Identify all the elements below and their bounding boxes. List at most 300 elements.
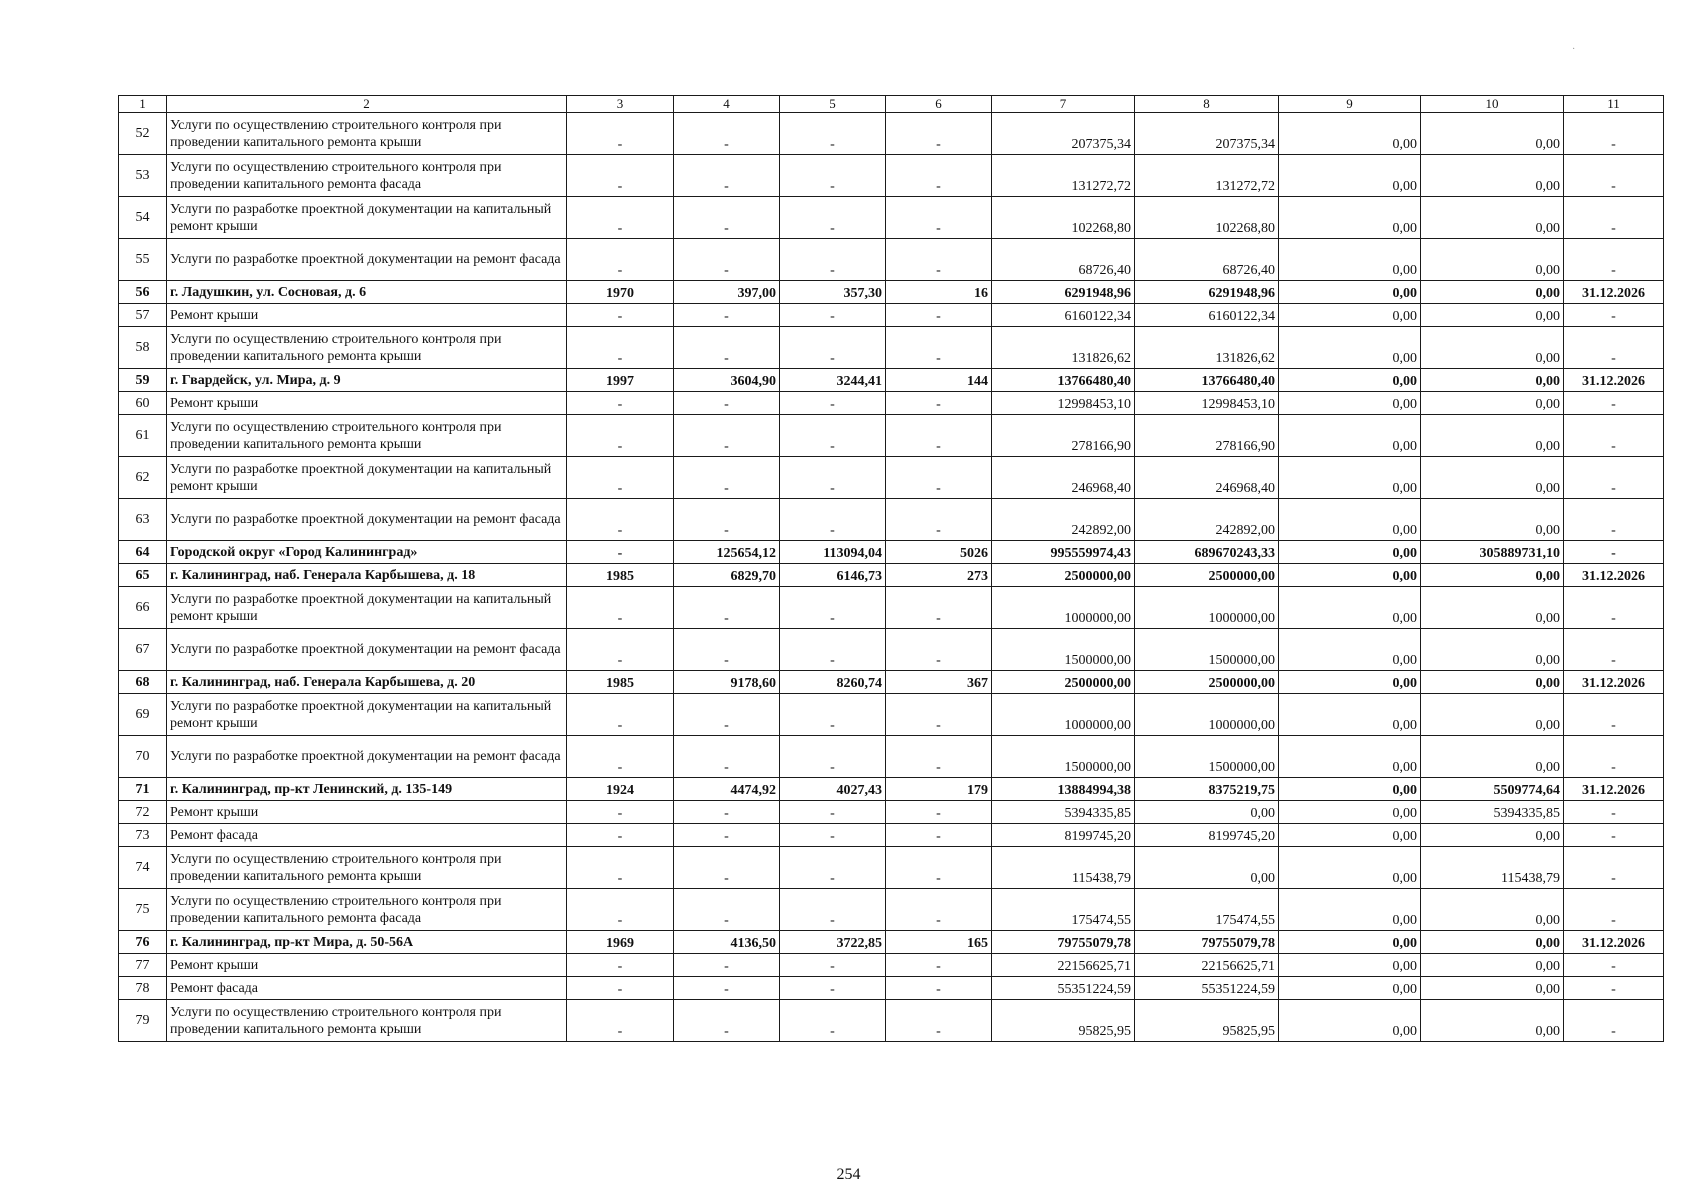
table-row — [119, 304, 1664, 327]
deadline-cell: - — [1564, 629, 1664, 671]
description-cell: Услуги по осуществлению строительного контроля при проведении капитального ремонта крыши — [167, 113, 567, 155]
year-cell: 1924 — [567, 778, 674, 801]
year-cell: 1985 — [567, 671, 674, 694]
col5-cell: - — [780, 155, 886, 197]
col10-cell: 0,00 — [1421, 736, 1564, 778]
header-col-8: 8 — [1135, 96, 1279, 113]
col9-cell: 0,00 — [1279, 824, 1421, 847]
year-cell: - — [567, 587, 674, 629]
deadline-cell: 31.12.2026 — [1564, 671, 1664, 694]
year-cell: - — [567, 499, 674, 541]
col8-cell: 131826,62 — [1135, 327, 1279, 369]
deadline-cell: 31.12.2026 — [1564, 778, 1664, 801]
col5-cell: - — [780, 327, 886, 369]
description-cell: Ремонт крыши — [167, 954, 567, 977]
col6-cell: - — [886, 889, 992, 931]
description-cell: г. Калининград, пр-кт Ленинский, д. 135-149 — [167, 778, 567, 801]
col8-cell: 1500000,00 — [1135, 629, 1279, 671]
col4-cell: - — [674, 694, 780, 736]
page-number: 254 — [836, 1166, 861, 1183]
col8-cell: 1500000,00 — [1135, 736, 1279, 778]
col5-cell: - — [780, 197, 886, 239]
col9-cell: 0,00 — [1279, 281, 1421, 304]
col5-cell: - — [780, 801, 886, 824]
col7-cell: 1500000,00 — [992, 629, 1135, 671]
row-number-cell: 55 — [119, 239, 167, 281]
col8-cell: 68726,40 — [1135, 239, 1279, 281]
col9-cell: 0,00 — [1279, 587, 1421, 629]
year-cell: 1969 — [567, 931, 674, 954]
deadline-cell: 31.12.2026 — [1564, 564, 1664, 587]
col9-cell: 0,00 — [1279, 671, 1421, 694]
col5-cell: - — [780, 694, 886, 736]
table-body — [119, 113, 1664, 1042]
year-cell: - — [567, 415, 674, 457]
document-sheet — [118, 95, 1663, 1042]
row-number-cell: 77 — [119, 954, 167, 977]
deadline-cell: 31.12.2026 — [1564, 369, 1664, 392]
col5-cell: - — [780, 587, 886, 629]
table-row — [119, 457, 1664, 499]
col9-cell: 0,00 — [1279, 778, 1421, 801]
col9-cell: 0,00 — [1279, 694, 1421, 736]
col6-cell: - — [886, 801, 992, 824]
description-cell: Услуги по осуществлению строительного контроля при проведении капитального ремонта крыши — [167, 415, 567, 457]
col7-cell: 115438,79 — [992, 847, 1135, 889]
col4-cell: - — [674, 415, 780, 457]
col6-cell: - — [886, 977, 992, 1000]
year-cell: 1997 — [567, 369, 674, 392]
col9-cell: 0,00 — [1279, 113, 1421, 155]
year-cell: - — [567, 327, 674, 369]
col10-cell: 0,00 — [1421, 197, 1564, 239]
col4-cell: - — [674, 327, 780, 369]
col10-cell: 0,00 — [1421, 694, 1564, 736]
col4-cell: - — [674, 239, 780, 281]
col10-cell: 0,00 — [1421, 369, 1564, 392]
col7-cell: 1000000,00 — [992, 587, 1135, 629]
col9-cell: 0,00 — [1279, 629, 1421, 671]
table-row-address — [119, 281, 1664, 304]
row-number-cell: 75 — [119, 889, 167, 931]
year-cell: - — [567, 801, 674, 824]
col5-cell: - — [780, 113, 886, 155]
col7-cell: 2500000,00 — [992, 671, 1135, 694]
description-cell: Услуги по разработке проектной документации на капитальный ремонт крыши — [167, 457, 567, 499]
table-row-address — [119, 671, 1664, 694]
col4-cell: - — [674, 392, 780, 415]
deadline-cell: - — [1564, 499, 1664, 541]
col7-cell: 95825,95 — [992, 1000, 1135, 1042]
col6-cell: - — [886, 736, 992, 778]
table-row — [119, 392, 1664, 415]
col9-cell: 0,00 — [1279, 801, 1421, 824]
col10-cell: 0,00 — [1421, 457, 1564, 499]
col7-cell: 278166,90 — [992, 415, 1135, 457]
col4-cell: - — [674, 113, 780, 155]
col10-cell: 0,00 — [1421, 239, 1564, 281]
table-row-address — [119, 778, 1664, 801]
col7-cell: 131272,72 — [992, 155, 1135, 197]
col4-cell: - — [674, 587, 780, 629]
col7-cell: 8199745,20 — [992, 824, 1135, 847]
col4-cell: - — [674, 1000, 780, 1042]
col6-cell: - — [886, 847, 992, 889]
col8-cell: 79755079,78 — [1135, 931, 1279, 954]
col7-cell: 102268,80 — [992, 197, 1135, 239]
col10-cell: 0,00 — [1421, 671, 1564, 694]
col4-cell: - — [674, 824, 780, 847]
col9-cell: 0,00 — [1279, 304, 1421, 327]
col4-cell: - — [674, 457, 780, 499]
year-cell: - — [567, 736, 674, 778]
col6-cell: - — [886, 954, 992, 977]
col4-cell: - — [674, 155, 780, 197]
table-row — [119, 499, 1664, 541]
col4-cell: 125654,12 — [674, 541, 780, 564]
deadline-cell: - — [1564, 977, 1664, 1000]
deadline-cell: - — [1564, 889, 1664, 931]
table-row — [119, 415, 1664, 457]
row-number-cell: 65 — [119, 564, 167, 587]
description-cell: Услуги по разработке проектной документации на капитальный ремонт крыши — [167, 587, 567, 629]
col10-cell: 0,00 — [1421, 1000, 1564, 1042]
col9-cell: 0,00 — [1279, 369, 1421, 392]
header-col-2: 2 — [167, 96, 567, 113]
col8-cell: 6291948,96 — [1135, 281, 1279, 304]
description-cell: Ремонт крыши — [167, 304, 567, 327]
description-cell: г. Ладушкин, ул. Сосновая, д. 6 — [167, 281, 567, 304]
col8-cell: 207375,34 — [1135, 113, 1279, 155]
col5-cell: - — [780, 824, 886, 847]
col5-cell: 113094,04 — [780, 541, 886, 564]
col8-cell: 2500000,00 — [1135, 564, 1279, 587]
col7-cell: 207375,34 — [992, 113, 1135, 155]
deadline-cell: - — [1564, 801, 1664, 824]
table-row — [119, 629, 1664, 671]
header-col-3: 3 — [567, 96, 674, 113]
col9-cell: 0,00 — [1279, 954, 1421, 977]
col8-cell: 242892,00 — [1135, 499, 1279, 541]
col5-cell: 6146,73 — [780, 564, 886, 587]
col9-cell: 0,00 — [1279, 197, 1421, 239]
description-cell: Услуги по осуществлению строительного контроля при проведении капитального ремонта крыши — [167, 847, 567, 889]
col9-cell: 0,00 — [1279, 327, 1421, 369]
col5-cell: - — [780, 954, 886, 977]
col6-cell: - — [886, 239, 992, 281]
col5-cell: - — [780, 415, 886, 457]
col9-cell: 0,00 — [1279, 155, 1421, 197]
col9-cell: 0,00 — [1279, 392, 1421, 415]
table-row — [119, 155, 1664, 197]
description-cell: Городской округ «Город Калининград» — [167, 541, 567, 564]
deadline-cell: - — [1564, 587, 1664, 629]
col5-cell: - — [780, 1000, 886, 1042]
row-number-cell: 79 — [119, 1000, 167, 1042]
col5-cell: - — [780, 629, 886, 671]
row-number-cell: 60 — [119, 392, 167, 415]
table-row-address — [119, 369, 1664, 392]
col6-cell: 144 — [886, 369, 992, 392]
capital-repair-table — [118, 95, 1664, 1042]
deadline-cell: - — [1564, 304, 1664, 327]
row-number-cell: 73 — [119, 824, 167, 847]
col10-cell: 0,00 — [1421, 304, 1564, 327]
col9-cell: 0,00 — [1279, 499, 1421, 541]
col5-cell: - — [780, 889, 886, 931]
row-number-cell: 57 — [119, 304, 167, 327]
deadline-cell: 31.12.2026 — [1564, 931, 1664, 954]
row-number-cell: 63 — [119, 499, 167, 541]
col10-cell: 0,00 — [1421, 113, 1564, 155]
col7-cell: 2500000,00 — [992, 564, 1135, 587]
header-col-11: 11 — [1564, 96, 1664, 113]
col10-cell: 305889731,10 — [1421, 541, 1564, 564]
header-col-1: 1 — [119, 96, 167, 113]
deadline-cell: - — [1564, 392, 1664, 415]
col10-cell: 0,00 — [1421, 564, 1564, 587]
col8-cell: 0,00 — [1135, 847, 1279, 889]
description-cell: Ремонт фасада — [167, 824, 567, 847]
col10-cell: 0,00 — [1421, 889, 1564, 931]
col6-cell: - — [886, 587, 992, 629]
description-cell: Услуги по осуществлению строительного контроля при проведении капитального ремонта крыши — [167, 1000, 567, 1042]
table-row — [119, 694, 1664, 736]
col6-cell: - — [886, 824, 992, 847]
deadline-cell: - — [1564, 824, 1664, 847]
table-row-address — [119, 931, 1664, 954]
year-cell: - — [567, 155, 674, 197]
table-row — [119, 889, 1664, 931]
col5-cell: - — [780, 392, 886, 415]
column-number-header-row — [119, 96, 1664, 113]
col8-cell: 0,00 — [1135, 801, 1279, 824]
year-cell: 1970 — [567, 281, 674, 304]
col10-cell: 0,00 — [1421, 499, 1564, 541]
description-cell: г. Калининград, наб. Генерала Карбышева, д. 18 — [167, 564, 567, 587]
row-number-cell: 61 — [119, 415, 167, 457]
deadline-cell: - — [1564, 113, 1664, 155]
col7-cell: 79755079,78 — [992, 931, 1135, 954]
col9-cell: 0,00 — [1279, 889, 1421, 931]
year-cell: - — [567, 889, 674, 931]
header-col-9: 9 — [1279, 96, 1421, 113]
year-cell: - — [567, 629, 674, 671]
row-number-cell: 52 — [119, 113, 167, 155]
col6-cell: 165 — [886, 931, 992, 954]
col5-cell: 8260,74 — [780, 671, 886, 694]
col7-cell: 1000000,00 — [992, 694, 1135, 736]
col9-cell: 0,00 — [1279, 457, 1421, 499]
deadline-cell: - — [1564, 197, 1664, 239]
col4-cell: 6829,70 — [674, 564, 780, 587]
col6-cell: - — [886, 327, 992, 369]
col9-cell: 0,00 — [1279, 239, 1421, 281]
table-row — [119, 977, 1664, 1000]
col8-cell: 6160122,34 — [1135, 304, 1279, 327]
deadline-cell: 31.12.2026 — [1564, 281, 1664, 304]
row-number-cell: 72 — [119, 801, 167, 824]
row-number-cell: 54 — [119, 197, 167, 239]
col6-cell: - — [886, 392, 992, 415]
col6-cell: 367 — [886, 671, 992, 694]
col8-cell: 22156625,71 — [1135, 954, 1279, 977]
col7-cell: 1500000,00 — [992, 736, 1135, 778]
col10-cell: 0,00 — [1421, 155, 1564, 197]
row-number-cell: 66 — [119, 587, 167, 629]
col4-cell: 4474,92 — [674, 778, 780, 801]
year-cell: - — [567, 457, 674, 499]
col8-cell: 175474,55 — [1135, 889, 1279, 931]
col7-cell: 242892,00 — [992, 499, 1135, 541]
deadline-cell: - — [1564, 1000, 1664, 1042]
col10-cell: 5394335,85 — [1421, 801, 1564, 824]
col7-cell: 68726,40 — [992, 239, 1135, 281]
col10-cell: 0,00 — [1421, 629, 1564, 671]
description-cell: г. Калининград, наб. Генерала Карбышева, д. 20 — [167, 671, 567, 694]
row-number-cell: 78 — [119, 977, 167, 1000]
col4-cell: - — [674, 847, 780, 889]
col7-cell: 6160122,34 — [992, 304, 1135, 327]
year-cell: - — [567, 824, 674, 847]
col8-cell: 1000000,00 — [1135, 694, 1279, 736]
description-cell: Услуги по осуществлению строительного контроля при проведении капитального ремонта крыши — [167, 327, 567, 369]
description-cell: Ремонт крыши — [167, 392, 567, 415]
table-row — [119, 113, 1664, 155]
deadline-cell: - — [1564, 694, 1664, 736]
col9-cell: 0,00 — [1279, 564, 1421, 587]
row-number-cell: 68 — [119, 671, 167, 694]
col5-cell: - — [780, 239, 886, 281]
row-number-cell: 74 — [119, 847, 167, 889]
deadline-cell: - — [1564, 457, 1664, 499]
col6-cell: 273 — [886, 564, 992, 587]
col8-cell: 1000000,00 — [1135, 587, 1279, 629]
row-number-cell: 56 — [119, 281, 167, 304]
col10-cell: 0,00 — [1421, 392, 1564, 415]
col9-cell: 0,00 — [1279, 1000, 1421, 1042]
deadline-cell: - — [1564, 736, 1664, 778]
year-cell: - — [567, 847, 674, 889]
header-col-5: 5 — [780, 96, 886, 113]
table-row — [119, 736, 1664, 778]
description-cell: Услуги по разработке проектной документации на капитальный ремонт крыши — [167, 694, 567, 736]
year-cell: - — [567, 1000, 674, 1042]
year-cell: - — [567, 392, 674, 415]
deadline-cell: - — [1564, 954, 1664, 977]
col5-cell: - — [780, 977, 886, 1000]
col4-cell: - — [674, 736, 780, 778]
col8-cell: 2500000,00 — [1135, 671, 1279, 694]
col8-cell: 13766480,40 — [1135, 369, 1279, 392]
year-cell: 1985 — [567, 564, 674, 587]
row-number-cell: 58 — [119, 327, 167, 369]
col4-cell: - — [674, 801, 780, 824]
description-cell: Ремонт фасада — [167, 977, 567, 1000]
col6-cell: - — [886, 415, 992, 457]
col6-cell: - — [886, 197, 992, 239]
scan-speck: · — [1572, 44, 1576, 55]
col6-cell: 179 — [886, 778, 992, 801]
col8-cell: 131272,72 — [1135, 155, 1279, 197]
table-row — [119, 1000, 1664, 1042]
col4-cell: 3604,90 — [674, 369, 780, 392]
col9-cell: 0,00 — [1279, 415, 1421, 457]
col4-cell: - — [674, 889, 780, 931]
col5-cell: - — [780, 847, 886, 889]
table-row — [119, 954, 1664, 977]
col7-cell: 12998453,10 — [992, 392, 1135, 415]
col9-cell: 0,00 — [1279, 931, 1421, 954]
row-number-cell: 59 — [119, 369, 167, 392]
description-cell: Услуги по разработке проектной документации на капитальный ремонт крыши — [167, 197, 567, 239]
col7-cell: 13766480,40 — [992, 369, 1135, 392]
description-cell: Услуги по разработке проектной документации на ремонт фасада — [167, 239, 567, 281]
col4-cell: 397,00 — [674, 281, 780, 304]
col6-cell: 5026 — [886, 541, 992, 564]
col10-cell: 0,00 — [1421, 327, 1564, 369]
col4-cell: - — [674, 499, 780, 541]
col10-cell: 0,00 — [1421, 931, 1564, 954]
year-cell: - — [567, 954, 674, 977]
col4-cell: 4136,50 — [674, 931, 780, 954]
col8-cell: 8375219,75 — [1135, 778, 1279, 801]
deadline-cell: - — [1564, 541, 1664, 564]
col8-cell: 8199745,20 — [1135, 824, 1279, 847]
row-number-cell: 53 — [119, 155, 167, 197]
col5-cell: - — [780, 304, 886, 327]
col6-cell: - — [886, 1000, 992, 1042]
col7-cell: 55351224,59 — [992, 977, 1135, 1000]
col9-cell: 0,00 — [1279, 847, 1421, 889]
col4-cell: - — [674, 954, 780, 977]
table-row — [119, 327, 1664, 369]
col4-cell: - — [674, 629, 780, 671]
col4-cell: - — [674, 977, 780, 1000]
col6-cell: - — [886, 694, 992, 736]
row-number-cell: 70 — [119, 736, 167, 778]
description-cell: Услуги по осуществлению строительного контроля при проведении капитального ремонта фасада — [167, 155, 567, 197]
row-number-cell: 76 — [119, 931, 167, 954]
deadline-cell: - — [1564, 327, 1664, 369]
deadline-cell: - — [1564, 155, 1664, 197]
table-row — [119, 801, 1664, 824]
description-cell: Услуги по разработке проектной документации на ремонт фасада — [167, 629, 567, 671]
row-number-cell: 69 — [119, 694, 167, 736]
year-cell: - — [567, 977, 674, 1000]
table-row — [119, 824, 1664, 847]
description-cell: Услуги по осуществлению строительного контроля при проведении капитального ремонта фасада — [167, 889, 567, 931]
col6-cell: - — [886, 499, 992, 541]
col6-cell: - — [886, 155, 992, 197]
col5-cell: - — [780, 499, 886, 541]
col7-cell: 22156625,71 — [992, 954, 1135, 977]
col10-cell: 0,00 — [1421, 977, 1564, 1000]
col9-cell: 0,00 — [1279, 541, 1421, 564]
table-row-address — [119, 541, 1664, 564]
col8-cell: 246968,40 — [1135, 457, 1279, 499]
col7-cell: 5394335,85 — [992, 801, 1135, 824]
col5-cell: 3722,85 — [780, 931, 886, 954]
description-cell: г. Гвардейск, ул. Мира, д. 9 — [167, 369, 567, 392]
col5-cell: - — [780, 457, 886, 499]
header-col-6: 6 — [886, 96, 992, 113]
deadline-cell: - — [1564, 415, 1664, 457]
col5-cell: 3244,41 — [780, 369, 886, 392]
year-cell: - — [567, 304, 674, 327]
col7-cell: 175474,55 — [992, 889, 1135, 931]
description-cell: Услуги по разработке проектной документации на ремонт фасада — [167, 499, 567, 541]
